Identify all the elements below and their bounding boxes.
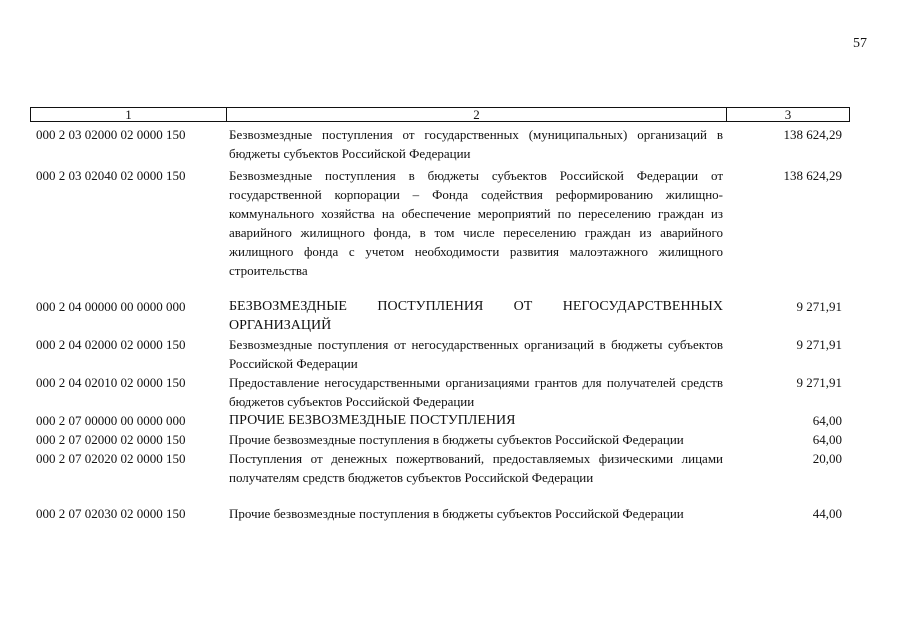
amount-cell: 20,00 [812,451,842,466]
amount-cell: 138 624,29 [783,168,842,183]
column-header-2: 2 [227,108,727,121]
description-cell: ПРОЧИЕ БЕЗВОЗМЕЗДНЫЕ ПОСТУПЛЕНИЯ [229,413,516,428]
description-cell: Поступления от денежных пожертвований, предоставляемых физическими лицами получателям средств бюджетов субъектов Российской Федерации [229,451,723,485]
code-cell: 000 2 03 02000 02 0000 150 [36,127,186,142]
description-cell: Прочие безвозмездные поступления в бюджеты субъектов Российской Федерации [229,506,684,521]
description-cell: Прочие безвозмездные поступления в бюджеты субъектов Российской Федерации [229,432,684,447]
description-cell: Безвозмездные поступления в бюджеты субъектов Российской Федерации от государственной корпорации – Фонда содействия реформированию жилищно-коммунального хозяйства на обеспечение мероприятий по переселению граждан из аварийного жилищного фонда, в том числе переселению граждан из аварийного жилищного фонда с учетом необходимости развития малоэтажного жилищного строительства [229,168,723,278]
amount-cell: 9 271,91 [796,299,842,314]
description-cell: Предоставление негосударственными организациями грантов для получателей средств бюджетов субъектов Российской Федерации [229,375,723,409]
code-cell: 000 2 07 02020 02 0000 150 [36,451,186,466]
code-cell: 000 2 04 02010 02 0000 150 [36,375,186,390]
table-row [36,166,842,280]
table-header [30,107,850,122]
amount-cell: 64,00 [812,413,842,428]
column-header-3: 3 [784,107,792,122]
description-cell: Безвозмездные поступления от государственных (муниципальных) организаций в бюджеты субъектов Российской Федерации [229,127,723,161]
row-spacer [36,280,842,297]
code-cell: 000 2 07 02000 02 0000 150 [36,432,186,447]
amount-cell: 64,00 [812,432,842,447]
amount-cell: 138 624,29 [783,127,842,142]
table-body [36,125,842,523]
amount-cell: 44,00 [812,506,842,521]
table-row [36,373,842,411]
table-row [36,504,842,523]
code-cell: 000 2 03 02040 02 0000 150 [36,168,186,183]
table-row [36,430,842,449]
code-cell: 000 2 07 00000 00 0000 000 [36,413,186,428]
table-row [36,335,842,373]
table-row [36,125,842,163]
amount-cell: 9 271,91 [796,375,842,390]
table-row [36,411,842,430]
page-number: 57 [853,36,867,51]
description-cell: Безвозмездные поступления от негосударственных организаций в бюджеты субъектов Российской Федерации [229,337,723,371]
description-cell: БЕЗВОЗМЕЗДНЫЕ ПОСТУПЛЕНИЯ ОТ НЕГОСУДАРСТВЕННЫХ ОРГАНИЗАЦИЙ [229,299,723,333]
row-spacer [36,487,842,504]
code-cell: 000 2 04 00000 00 0000 000 [36,299,186,314]
code-cell: 000 2 04 02000 02 0000 150 [36,337,186,352]
table-row [36,449,842,487]
code-cell: 000 2 07 02030 02 0000 150 [36,506,186,521]
amount-cell: 9 271,91 [796,337,842,352]
table-row [36,297,842,335]
column-header-1: 1 [31,108,227,121]
